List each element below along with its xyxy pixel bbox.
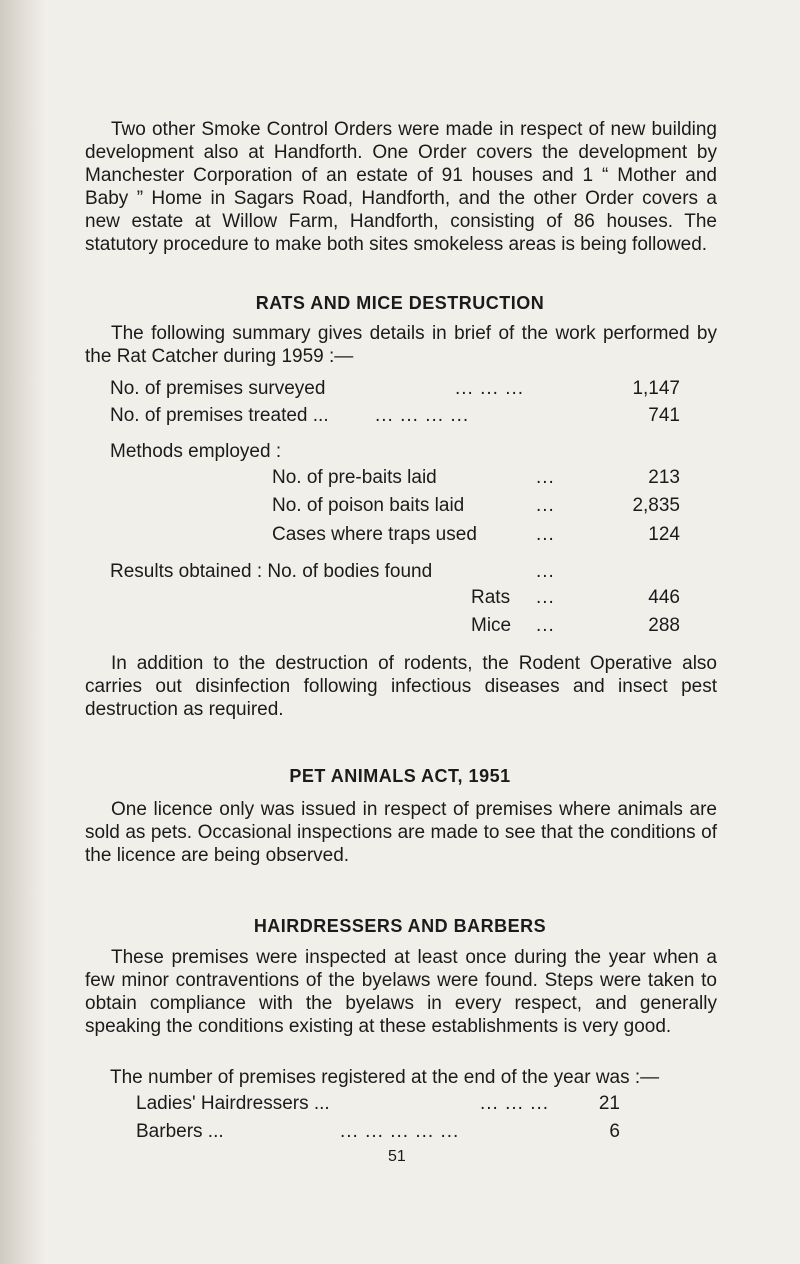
row-premises-surveyed <box>110 377 325 400</box>
row-label: Cases where traps used <box>272 524 477 545</box>
row-label: Ladies' Hairdressers ... <box>136 1093 330 1114</box>
row-dots: ... <box>536 615 555 636</box>
row-dots: ... <box>536 495 555 516</box>
row-value: 6 <box>609 1121 620 1142</box>
page-number: 51 <box>388 1148 406 1165</box>
row-dots: ... ... ... ... ... <box>340 1121 460 1142</box>
row-label: No. of pre-baits laid <box>272 467 437 488</box>
row-value: 2,835 <box>632 495 680 516</box>
row-value: 213 <box>648 467 680 488</box>
row-dots: ... <box>536 561 555 582</box>
rats-mice-intro: The following summary gives details in brief of the work performed by the Rat Catcher during 1959 :— <box>85 323 717 367</box>
row-dots: ... ... ... <box>480 1093 550 1114</box>
row-label: No. of poison baits laid <box>272 495 465 516</box>
smoke-control-paragraph: Two other Smoke Control Orders were made in respect of new building development also at Handforth. One Order covers the development by Manchester Corporation of an estate of 91 houses and 1 “ Mother and Baby ” Home in Sagars Road, Handforth, and the other Order covers a new estate at Willow Farm, Handforth, consisting of 86 houses. The statutory procedure to make both sites smokeless areas is being followed. <box>85 119 717 255</box>
row-value: 1,147 <box>632 378 680 399</box>
row-dots: ... <box>536 587 555 608</box>
row-traps-used <box>272 523 477 546</box>
row-dots: ... <box>536 467 555 488</box>
row-value: 124 <box>648 524 680 545</box>
row-barbers <box>136 1120 224 1143</box>
row-methods-employed <box>110 440 281 463</box>
row-label: Rats <box>471 587 511 608</box>
row-label: No. of premises surveyed <box>110 378 326 399</box>
row-label: Mice <box>471 615 512 636</box>
row-value: 446 <box>648 587 680 608</box>
pet-animals-paragraph: One licence only was issued in respect of premises where animals are sold as pets. Occasional inspections are made to see that the conditions of the licence are being observed. <box>85 799 717 866</box>
row-poison-baits <box>272 494 464 517</box>
row-pre-baits <box>272 466 437 489</box>
row-ladies-hairdressers <box>136 1092 330 1115</box>
row-dots: ... ... ... <box>455 378 525 399</box>
row-mice <box>471 614 511 637</box>
row-label: No. of premises treated ... <box>110 405 329 426</box>
registered-intro: The number of premises registered at the end of the year was :— <box>110 1067 660 1088</box>
row-dots: ... ... ... ... <box>375 405 470 426</box>
hairdressers-heading: HAIRDRESSERS AND BARBERS <box>253 916 547 936</box>
row-value: 288 <box>648 615 680 636</box>
pet-animals-heading: PET ANIMALS ACT, 1951 <box>289 766 511 786</box>
row-value: 741 <box>648 405 680 426</box>
row-rats <box>471 586 510 609</box>
rodent-operative-paragraph: In addition to the destruction of rodents, the Rodent Operative also carries out disinfection following infectious diseases and insect pest destruction as required. <box>85 653 717 720</box>
row-label: Barbers ... <box>136 1121 224 1142</box>
row-results-obtained <box>110 560 432 583</box>
row-dots: ... <box>536 524 555 545</box>
row-premises-treated <box>110 404 329 427</box>
rats-mice-heading: RATS AND MICE DESTRUCTION <box>255 293 545 313</box>
row-label: Results obtained : No. of bodies found <box>110 561 433 582</box>
row-label: Methods employed : <box>110 441 282 462</box>
row-value: 21 <box>598 1093 620 1114</box>
hairdressers-paragraph: These premises were inspected at least once during the year when a few minor contraventions of the byelaws were found. Steps were taken to obtain compliance with the byelaws in every respect, and generally speaking the conditions existing at these establishments is very good. <box>85 947 717 1037</box>
